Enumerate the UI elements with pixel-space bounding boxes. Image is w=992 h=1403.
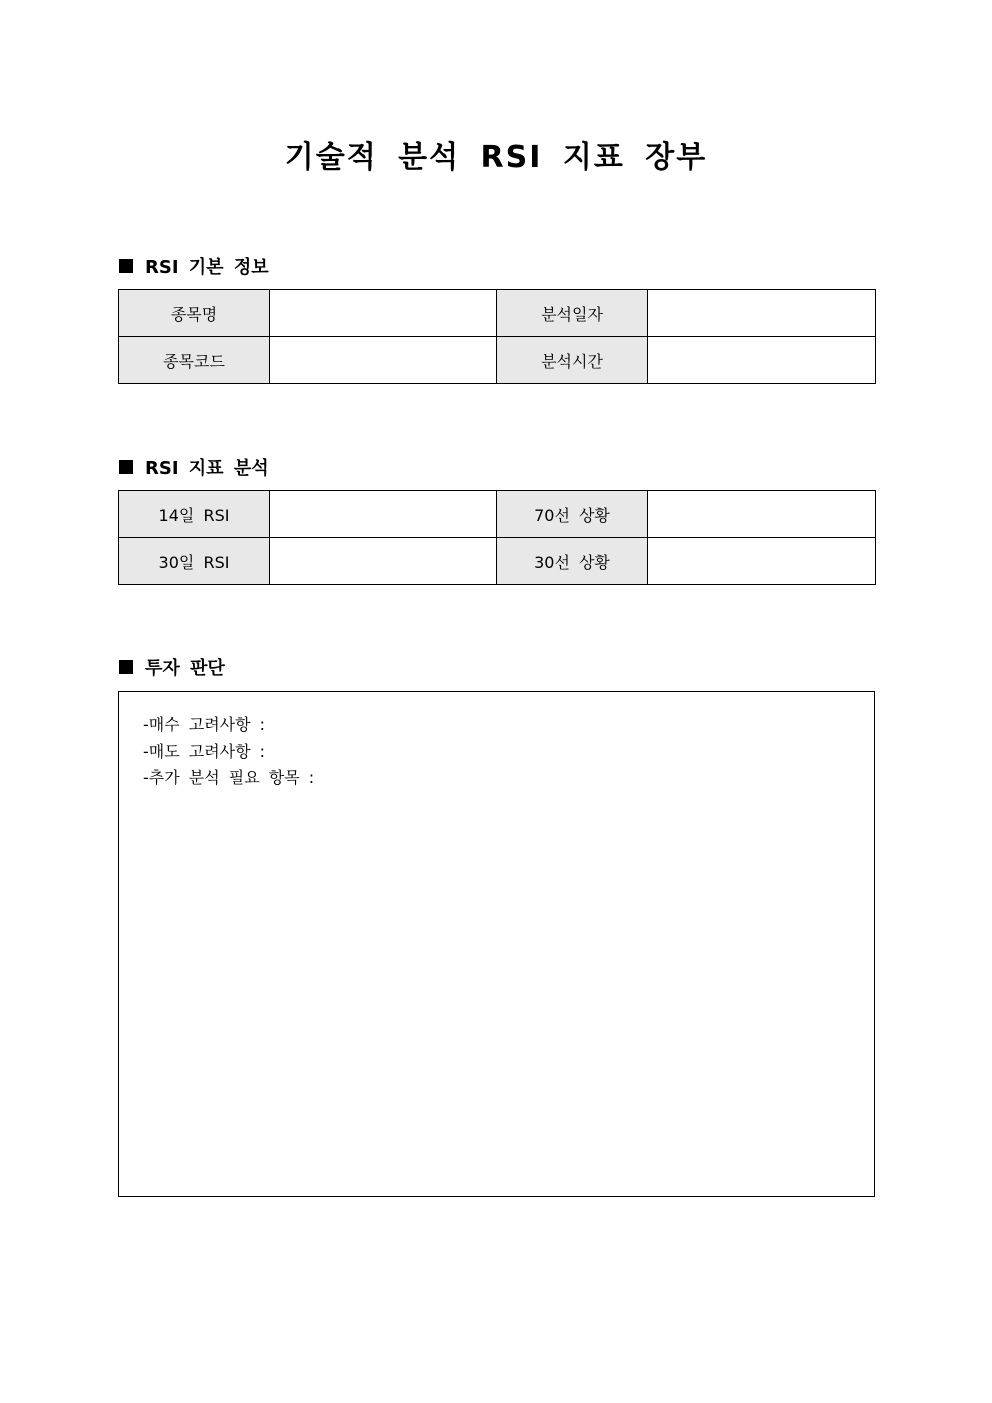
sell-considerations-item: -매도 고려사항 :	[143, 741, 266, 761]
section-heading-basic-info	[119, 253, 269, 279]
table-row	[119, 290, 876, 337]
further-analysis-item: -추가 분석 필요 항목 :	[143, 768, 315, 787]
line-30-status-value[interactable]	[648, 538, 876, 585]
buy-considerations-item: -매수 고려사항 :	[143, 715, 266, 734]
table-row	[119, 337, 876, 384]
section-heading-rsi-analysis	[119, 454, 269, 480]
line-70-status-value[interactable]	[648, 491, 876, 538]
basic-info-table	[118, 289, 876, 384]
table-row	[119, 538, 876, 585]
analysis-date-value[interactable]	[648, 290, 876, 337]
section-heading-label: 투자 판단	[145, 658, 225, 679]
section-heading-label: RSI 지표 분석	[145, 458, 269, 479]
judgement-list	[143, 712, 314, 792]
analysis-time-label: 분석시간	[497, 337, 648, 384]
stock-name-value[interactable]	[270, 290, 497, 337]
rsi-30-label: 30일 RSI	[119, 538, 270, 585]
analysis-date-label: 분석일자	[497, 290, 648, 337]
square-bullet-icon	[119, 660, 133, 674]
stock-code-value[interactable]	[270, 337, 497, 384]
rsi-14-value[interactable]	[270, 491, 497, 538]
line-30-status-label: 30선 상황	[497, 538, 648, 585]
square-bullet-icon	[119, 259, 133, 273]
rsi-30-value[interactable]	[270, 538, 497, 585]
rsi-14-label: 14일 RSI	[119, 491, 270, 538]
square-bullet-icon	[119, 460, 133, 474]
table-row	[119, 491, 876, 538]
section-heading-label: RSI 기본 정보	[145, 257, 269, 278]
analysis-time-value[interactable]	[648, 337, 876, 384]
stock-name-label: 종목명	[119, 290, 270, 337]
judgement-text-box[interactable]	[118, 691, 875, 1197]
stock-code-label: 종목코드	[119, 337, 270, 384]
document-title: 기술적 분석 RSI 지표 장부	[284, 140, 708, 175]
rsi-analysis-table	[118, 490, 876, 585]
line-70-status-label: 70선 상황	[497, 491, 648, 538]
section-heading-judgement	[119, 654, 225, 680]
